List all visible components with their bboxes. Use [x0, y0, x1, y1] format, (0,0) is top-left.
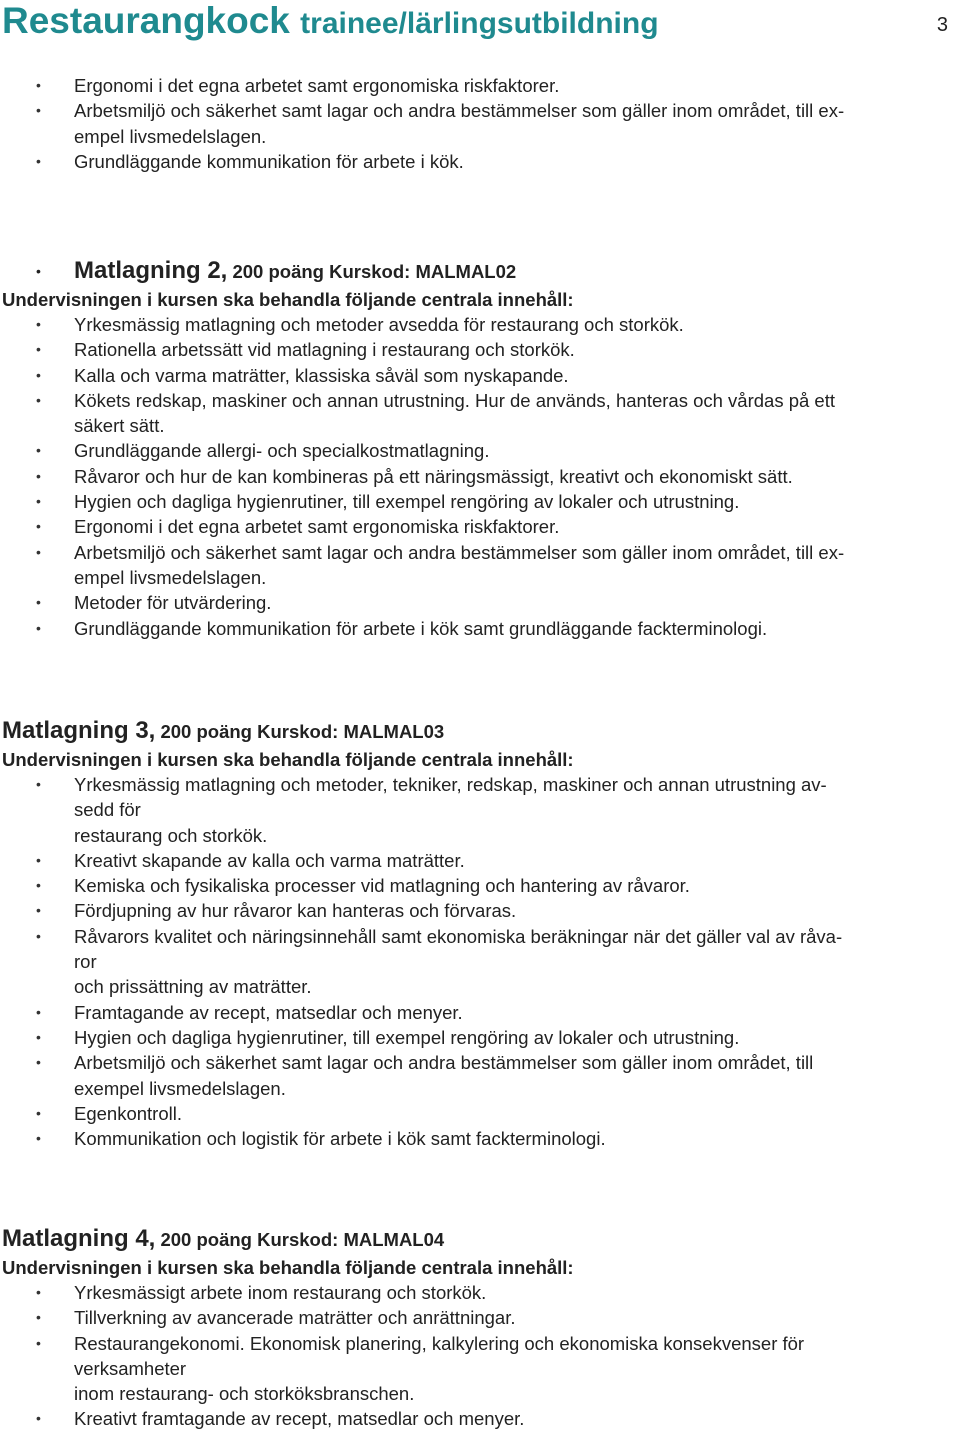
list-item: [0, 1280, 960, 1305]
list-item-text: • Framtagande av recept, matsedlar och menyer.: [74, 1001, 463, 1023]
course-details: 200 poäng Kurskod: MALMAL04: [160, 1229, 445, 1250]
list-item: [0, 337, 960, 362]
list-item: [0, 924, 960, 1000]
list-item-text: inom restaurang- och storköksbranschen.: [74, 1383, 415, 1405]
list-item-text: • Tillverkning av avancerade maträtter och anrättningar.: [74, 1307, 516, 1329]
list-item-text: exempel livsmedelslagen.: [74, 1077, 286, 1099]
list-item-text: • Grundläggande kommunikation för arbete i kök samt grundläggande fackterminologi.: [74, 617, 768, 639]
list-item-text: • Ergonomi i det egna arbetet samt ergonomiska riskfaktorer.: [74, 516, 560, 538]
list-item-text: • Yrkesmässigt arbete inom restaurang och storkök.: [74, 1282, 487, 1303]
list-item-text: • Kalla och varma maträtter, klassiska såväl som nyskapande.: [74, 364, 569, 386]
course-name: Matlagning 2,: [74, 257, 228, 284]
course-intro: Undervisningen i kursen ska behandla följande centrala innehåll:: [2, 289, 574, 310]
list-item: [0, 514, 960, 539]
list-item-text: • Råvarors kvalitet och näringsinnehåll samt ekonomiska beräkningar när det gäller val av råva-: [74, 925, 843, 947]
list-item-text: • Grundläggande allergi- och specialkostmatlagning.: [74, 440, 490, 462]
list-item: [0, 898, 960, 923]
list-item: [0, 848, 960, 873]
list-item: [0, 489, 960, 514]
list-item: [0, 540, 960, 591]
list-item-text: • Hygien och dagliga hygienrutiner, till exempel rengöring av lokaler och utrustning.: [74, 1026, 740, 1048]
course-details: 200 poäng Kurskod: MALMAL02: [232, 261, 517, 282]
list-item-text: empel livsmedelslagen.: [74, 125, 267, 147]
page-header: [0, 0, 960, 46]
page-title: [2, 0, 659, 47]
course-content-list: [0, 1280, 960, 1432]
course-section-4: [0, 1224, 960, 1432]
page-title-sub: trainee/lärlingsutbildning: [300, 7, 659, 40]
list-item: [0, 464, 960, 489]
list-item: [0, 73, 960, 98]
course-intro: Undervisningen i kursen ska behandla följande centrala innehåll:: [2, 749, 574, 770]
list-item-text: • Kökets redskap, maskiner och annan utrustning. Hur de används, hanteras och vårdas på ett: [74, 389, 836, 411]
list-item-text: • Yrkesmässig matlagning och metoder, tekniker, redskap, maskiner och annan utrustning av-: [74, 774, 827, 795]
list-item-text: och prissättning av maträtter.: [74, 976, 312, 998]
course-section-3: [0, 716, 960, 1151]
list-item-text: • Hygien och dagliga hygienrutiner, till exempel rengöring av lokaler och utrustning.: [74, 491, 740, 513]
list-item: [0, 772, 960, 848]
list-item: [0, 873, 960, 898]
list-item-text: ror: [74, 951, 97, 973]
list-item: [0, 1101, 960, 1126]
list-item-text: • Metoder för utvärdering.: [74, 592, 272, 614]
course-intro: Undervisningen i kursen ska behandla följande centrala innehåll:: [2, 1257, 574, 1278]
list-item-text: • Ergonomi i det egna arbetet samt ergonomiska riskfaktorer.: [74, 75, 560, 96]
course-title: [0, 716, 960, 747]
course-content-list: [0, 772, 960, 1151]
page-number: 3: [936, 14, 948, 36]
list-item-text: • Råvaror och hur de kan kombineras på ett näringsmässigt, kreativt och ekonomiskt sätt.: [74, 465, 793, 487]
top-list: [0, 73, 960, 174]
list-item-text: • Arbetsmiljö och säkerhet samt lagar och andra bestämmelser som gäller inom området, till: [74, 1052, 814, 1074]
list-item-text: restaurang och storkök.: [74, 824, 268, 846]
list-item-text: • Fördjupning av hur råvaror kan hanteras och förvaras.: [74, 900, 517, 922]
course-title: [0, 1224, 960, 1255]
list-item: [0, 616, 960, 641]
list-item: [0, 1126, 960, 1151]
course-title: [0, 256, 960, 287]
list-item-text: • Kommunikation och logistik för arbete i kök samt fackterminologi.: [74, 1128, 606, 1150]
course-content-list: [0, 312, 960, 641]
list-item: [0, 363, 960, 388]
list-item: [0, 1025, 960, 1050]
list-item: [0, 1406, 960, 1431]
list-item: [0, 1331, 960, 1407]
course-section-2: [0, 256, 960, 641]
list-item: [0, 312, 960, 337]
list-item: [0, 1000, 960, 1025]
list-item-text: • Arbetsmiljö och säkerhet samt lagar och andra bestämmelser som gäller inom området, till ex-: [74, 541, 845, 563]
list-item-text: • Yrkesmässig matlagning och metoder avsedda för restaurang och storkök.: [74, 314, 684, 335]
list-item: [0, 1050, 960, 1101]
course-name: Matlagning 3,: [2, 717, 156, 744]
list-item-text: • Kreativt framtagande av recept, matsedlar och menyer.: [74, 1408, 525, 1430]
list-item: [0, 149, 960, 174]
list-item-text: • Kemiska och fysikaliska processer vid matlagning och hantering av råvaror.: [74, 875, 690, 897]
page-title-main: Restaurangkock: [2, 0, 290, 41]
list-item: [0, 388, 960, 439]
list-item-text: • Rationella arbetssätt vid matlagning i restaurang och storkök.: [74, 339, 575, 361]
list-item-text: empel livsmedelslagen.: [74, 566, 267, 588]
list-item-text: • Kreativt skapande av kalla och varma maträtter.: [74, 849, 465, 871]
list-item: [0, 98, 960, 149]
list-item-text: • Grundläggande kommunikation för arbete i kök.: [74, 150, 464, 172]
list-item: [0, 438, 960, 463]
list-item-text: • Restaurangekonomi. Ekonomisk planering, kalkylering och ekonomiska konsekvenser för: [74, 1332, 805, 1354]
top-section: [0, 73, 960, 174]
list-item: [0, 1305, 960, 1330]
list-item: [0, 590, 960, 615]
list-item-text: • Egenkontroll.: [74, 1102, 182, 1124]
list-item-text: säkert sätt.: [74, 415, 165, 437]
course-details: 200 poäng Kurskod: MALMAL03: [160, 721, 445, 742]
list-item-text: sedd för: [74, 799, 141, 821]
list-item-text: • Arbetsmiljö och säkerhet samt lagar och andra bestämmelser som gäller inom området, till ex-: [74, 100, 845, 122]
list-item-text: verksamheter: [74, 1357, 187, 1379]
course-name: Matlagning 4,: [2, 1225, 156, 1252]
